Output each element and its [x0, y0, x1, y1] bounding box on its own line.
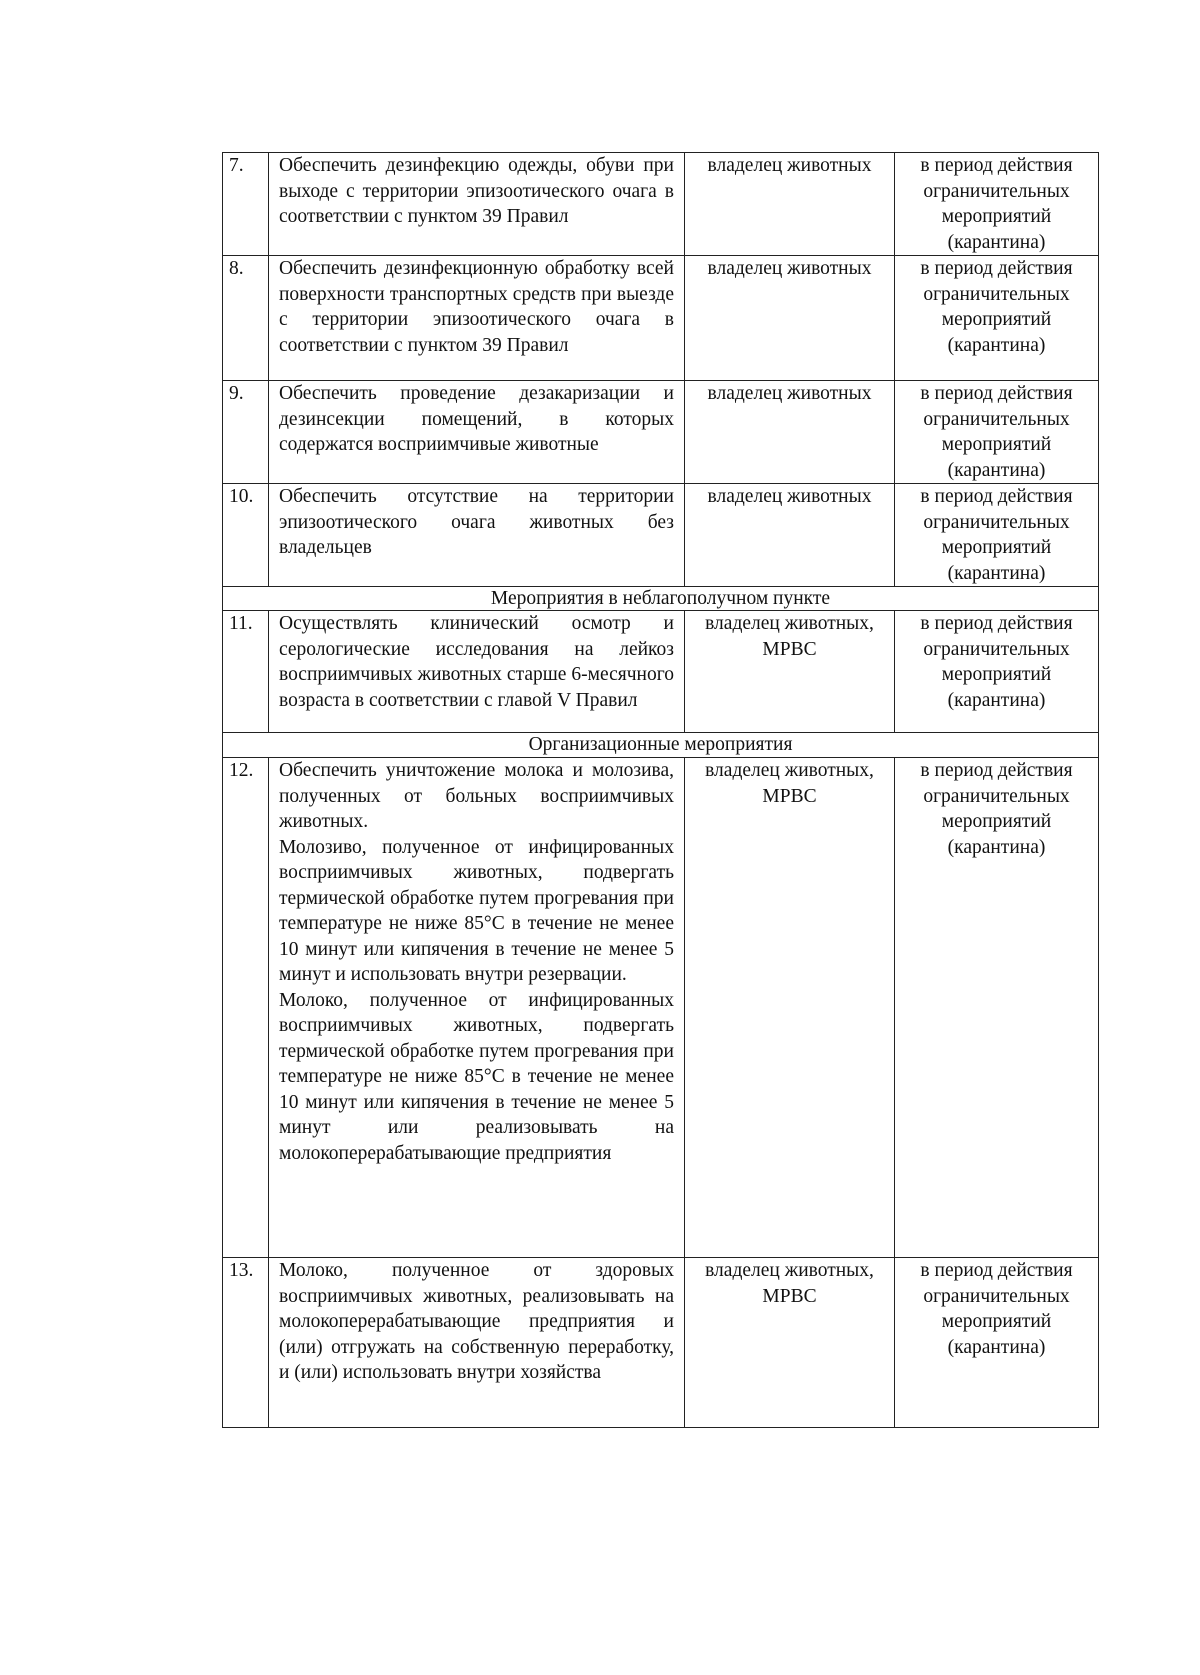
measure-description	[269, 153, 685, 256]
row-number: 12.	[223, 758, 269, 1258]
measure-paragraph: Обеспечить отсутствие на территории эпизоотического очага животных без владельцев	[279, 486, 674, 558]
responsible-party: владелец животных	[685, 256, 895, 381]
table-body	[223, 153, 1099, 1428]
measure-paragraph: Обеспечить дезинфекционную обработку всей поверхности транспортных средств при выезде с территории эпизоотического очага в соответствии с пунктом 39 Правил	[279, 258, 674, 356]
row-number: 10.	[223, 484, 269, 587]
measure-paragraph: Молоко, полученное от инфицированных восприимчивых животных, подвергать термической обработке путем прогревания при температуре не ниже 85°С в течение не менее 10 минут или кипячения в течение не менее 5 минут или реализовывать на молокоперерабатывающие предприятия	[279, 989, 674, 1164]
row-number: 11.	[223, 611, 269, 733]
row-number: 9.	[223, 381, 269, 484]
responsible-party: владелец животных	[685, 153, 895, 256]
measure-paragraph: Обеспечить проведение дезакаризации и дезинсекции помещений, в которых содержатся восприимчивые животные	[279, 383, 674, 455]
execution-term: в период действия ограничительных мероприятий (карантина)	[895, 1258, 1099, 1428]
responsible-party: владелец животных	[685, 381, 895, 484]
execution-term: в период действия ограничительных мероприятий (карантина)	[895, 484, 1099, 587]
measure-description	[269, 484, 685, 587]
execution-term: в период действия ограничительных мероприятий (карантина)	[895, 153, 1099, 256]
measure-description	[269, 256, 685, 381]
measures-table	[222, 152, 1099, 1428]
table-row	[223, 381, 1099, 484]
measure-description	[269, 758, 685, 1258]
section-title: Мероприятия в неблагополучном пункте	[223, 587, 1099, 611]
measure-description	[269, 1258, 685, 1428]
row-number: 8.	[223, 256, 269, 381]
responsible-party: владелец животных, МРВС	[685, 611, 895, 733]
table-row	[223, 758, 1099, 1258]
measure-paragraph: Осуществлять клинический осмотр и серологические исследования на лейкоз восприимчивых животных старше 6-месячного возраста в соответствии с главой V Правил	[279, 613, 674, 711]
measure-description	[269, 381, 685, 484]
section-title: Организационные мероприятия	[223, 733, 1099, 758]
measure-paragraph: Молозиво, полученное от инфицированных восприимчивых животных, подвергать термической обработке путем прогревания при температуре не ниже 85°С в течение не менее 10 минут или кипячения в течение не менее 5 минут и использовать внутри резервации.	[279, 836, 674, 985]
execution-term: в период действия ограничительных мероприятий (карантина)	[895, 611, 1099, 733]
table-row	[223, 153, 1099, 256]
table-row	[223, 256, 1099, 381]
measure-paragraph: Обеспечить дезинфекцию одежды, обуви при выходе с территории эпизоотического очага в соответствии с пунктом 39 Правил	[279, 155, 674, 227]
table-row	[223, 611, 1099, 733]
responsible-party: владелец животных, МРВС	[685, 1258, 895, 1428]
section-row	[223, 587, 1099, 611]
row-number: 7.	[223, 153, 269, 256]
responsible-party: владелец животных	[685, 484, 895, 587]
responsible-party: владелец животных, МРВС	[685, 758, 895, 1258]
measure-paragraph: Обеспечить уничтожение молока и молозива, полученных от больных восприимчивых животных.	[279, 760, 674, 832]
execution-term: в период действия ограничительных мероприятий (карантина)	[895, 256, 1099, 381]
measure-description	[269, 611, 685, 733]
row-number: 13.	[223, 1258, 269, 1428]
execution-term: в период действия ограничительных мероприятий (карантина)	[895, 381, 1099, 484]
measure-paragraph: Молоко, полученное от здоровых восприимчивых животных, реализовывать на молокоперерабатывающие предприятия и (или) отгружать на собственную переработку, и (или) использовать внутри хозяйства	[279, 1260, 674, 1383]
section-row	[223, 733, 1099, 758]
execution-term: в период действия ограничительных мероприятий (карантина)	[895, 758, 1099, 1258]
table-row	[223, 1258, 1099, 1428]
table-row	[223, 484, 1099, 587]
